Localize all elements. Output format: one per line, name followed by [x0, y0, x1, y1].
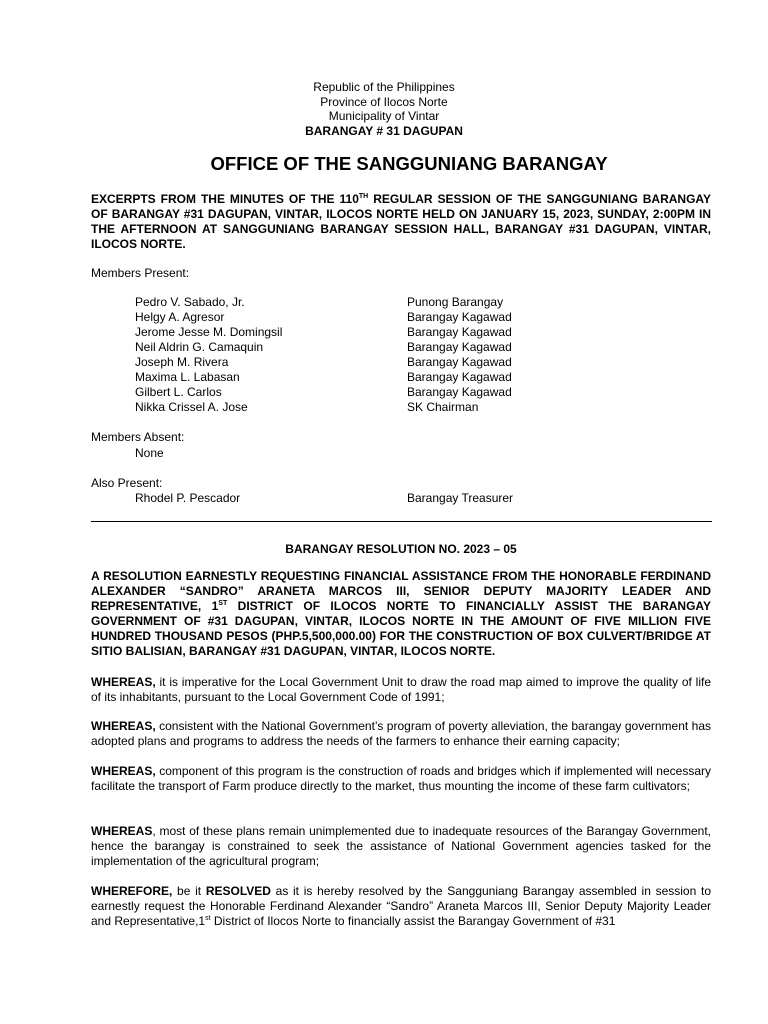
letterhead-province: Province of Ilocos Norte — [320, 94, 448, 109]
letterhead-barangay: BARANGAY # 31 DAGUPAN — [305, 123, 463, 138]
resolution-title: A RESOLUTION EARNESTLY REQUESTING FINANCIAL ASSISTANCE FROM THE HONORABLE FERDINAND ALEXANDER “SANDRO” ARANETA MARCOS III, SENIOR DEPUTY MAJORITY LEADER AND REPRESENTATIVE, 1ST DISTRICT OF ILOCOS NORTE TO FINANCIALLY ASSIST THE BARANGAY GOVERNMENT OF #31 DAGUPAN, VINTAR, ILOCOS NORTE IN THE AMOUNT OF FIVE MILLION FIVE HUNDRED THOUSAND PESOS (PHP.5,500,000.00) FOR THE CONSTRUCTION OF BOX CULVERT/BRIDGE AT SITIO BALISIAN, BARANGAY #31 DAGUPAN, VINTAR, ILOCOS NORTE. — [91, 569, 711, 658]
section-divider — [91, 521, 712, 522]
member-row: Maxima L. Labasan Barangay Kagawad — [135, 370, 512, 384]
members-present-label: Members Present: — [91, 266, 190, 280]
also-present-row: Rhodel P. Pescador Barangay Treasurer — [135, 491, 514, 505]
member-row: Nikka Crissel A. Jose SK Chairman — [135, 400, 479, 414]
wherefore-clause: WHEREFORE, be it RESOLVED as it is hereby resolved by the Sangguniang Barangay assembled in session to earnestly request the Honorable Ferdinand Alexander “Sandro” Araneta Marcos III, Senior Deputy Majority Leader and Representative,1st District of Ilocos Norte to financially assist the Barangay Government of #31 — [91, 884, 711, 928]
letterhead-republic: Republic of the Philippines — [313, 80, 455, 94]
member-row: Gilbert L. Carlos Barangay Kagawad — [135, 385, 512, 399]
office-title: OFFICE OF THE SANGGUNIANG BARANGAY — [210, 153, 608, 174]
member-row: Helgy A. Agresor Barangay Kagawad — [135, 310, 512, 324]
member-row: Pedro V. Sabado, Jr. Punong Barangay — [135, 295, 504, 309]
member-row: Joseph M. Rivera Barangay Kagawad — [135, 355, 512, 369]
resolution-number: BARANGAY RESOLUTION NO. 2023 – 05 — [285, 542, 517, 556]
letterhead — [0, 80, 768, 138]
whereas-clause: WHEREAS, component of this program is the construction of roads and bridges which if implemented will necessary facilitate the transport of Farm produce directly to the market, thus mounting the income of these farm cultivators; — [91, 764, 711, 793]
minutes-excerpt: EXCERPTS FROM THE MINUTES OF THE 110TH REGULAR SESSION OF THE SANGGUNIANG BARANGAY OF BARANGAY #31 DAGUPAN, VINTAR, ILOCOS NORTE HELD ON JANUARY 15, 2023, SUNDAY, 2:00PM IN THE AFTERNOON AT SANGGUNIANG BARANGAY SESSION HALL, BARANGAY #31 DAGUPAN, VINTAR, ILOCOS NORTE. — [91, 192, 711, 251]
whereas-clause: WHEREAS, consistent with the National Government’s program of poverty alleviation, the barangay government has adopted plans and programs to address the needs of the farmers to enhance their earning capacity; — [91, 719, 711, 748]
member-row: Jerome Jesse M. Domingsil Barangay Kagawad — [135, 325, 512, 339]
members-absent-value: None — [135, 446, 164, 460]
members-absent-label: Members Absent: — [91, 430, 185, 444]
letterhead-municipality: Municipality of Vintar — [328, 109, 440, 123]
also-present-label: Also Present: — [91, 476, 163, 490]
whereas-clause: WHEREAS, most of these plans remain unimplemented due to inadequate resources of the Barangay Government, hence the barangay is constrained to seek the assistance of National Government agencies tasked for the implementation of the agricultural program; — [91, 824, 711, 868]
member-row: Neil Aldrin G. Camaquin Barangay Kagawad — [135, 340, 512, 354]
whereas-clause: WHEREAS, it is imperative for the Local Government Unit to draw the road map aimed to improve the quality of life of its inhabitants, pursuant to the Local Government Code of 1991; — [91, 675, 711, 704]
